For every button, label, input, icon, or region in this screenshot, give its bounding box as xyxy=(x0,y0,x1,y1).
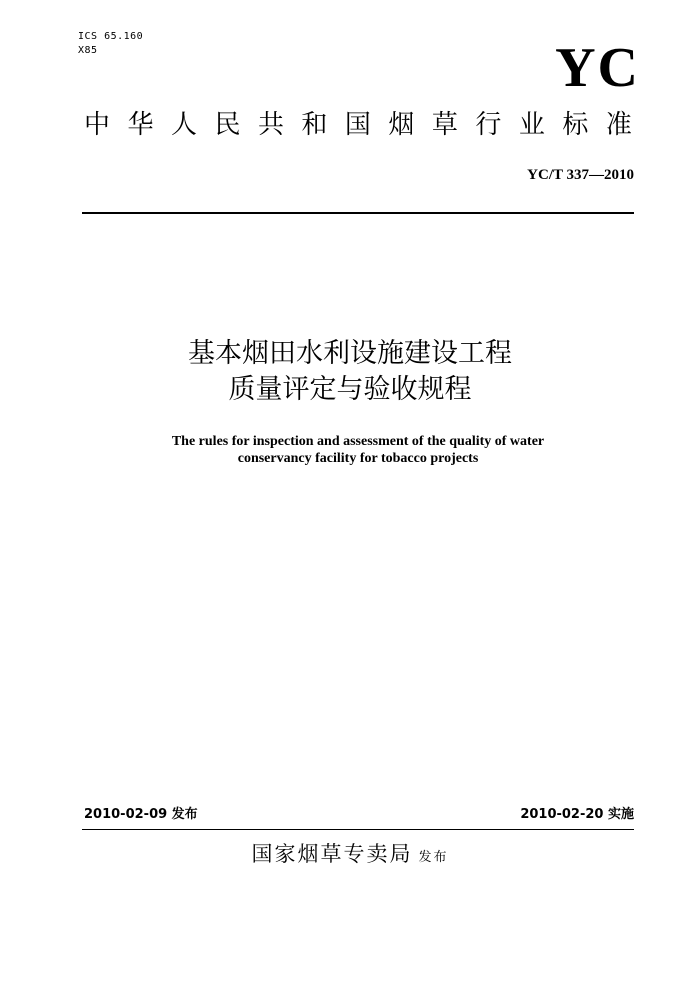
industry-title-char: 民 xyxy=(214,110,241,140)
industry-title-char: 标 xyxy=(562,110,589,140)
industry-title-char: 准 xyxy=(605,110,632,140)
issue-date: 2010-02-09 发布 xyxy=(84,807,198,822)
industry-title-char: 草 xyxy=(431,110,458,140)
industry-title-char: 和 xyxy=(301,110,328,140)
chinese-title-line-1: 基本烟田水利设施建设工程 xyxy=(188,338,512,369)
industry-title-char: 人 xyxy=(170,110,197,140)
chinese-title-line-2: 质量评定与验收规程 xyxy=(228,374,472,405)
industry-title-char: 中 xyxy=(84,110,111,140)
classification-codes xyxy=(78,30,143,58)
industry-title-char: 共 xyxy=(257,110,284,140)
publisher-action: 发布 xyxy=(418,850,449,865)
industry-title-char: 华 xyxy=(127,110,154,140)
date-row xyxy=(84,806,634,824)
industry-title-char: 国 xyxy=(344,110,371,140)
ccs-code: X85 xyxy=(78,45,98,56)
top-divider xyxy=(82,212,634,214)
bottom-divider xyxy=(82,829,634,830)
publisher-line xyxy=(0,840,700,868)
yc-logo: YC xyxy=(555,37,640,99)
english-title xyxy=(0,433,700,467)
implementation-date: 2010-02-20 实施 xyxy=(520,807,634,822)
publisher-org: 国家烟草专卖局 xyxy=(251,842,413,866)
chinese-title xyxy=(0,336,700,408)
industry-title-char: 业 xyxy=(518,110,545,140)
industry-title-char: 行 xyxy=(475,110,502,140)
industry-title-char: 烟 xyxy=(388,110,415,140)
ics-code: ICS 65.160 xyxy=(78,31,144,42)
industry-standard-title xyxy=(84,108,632,142)
english-title-line-2: conservancy facility for tobacco projects xyxy=(237,451,479,466)
english-title-line-1: The rules for inspection and assessment of the quality of water xyxy=(171,434,545,449)
standard-number: YC/T 337—2010 xyxy=(527,167,634,183)
